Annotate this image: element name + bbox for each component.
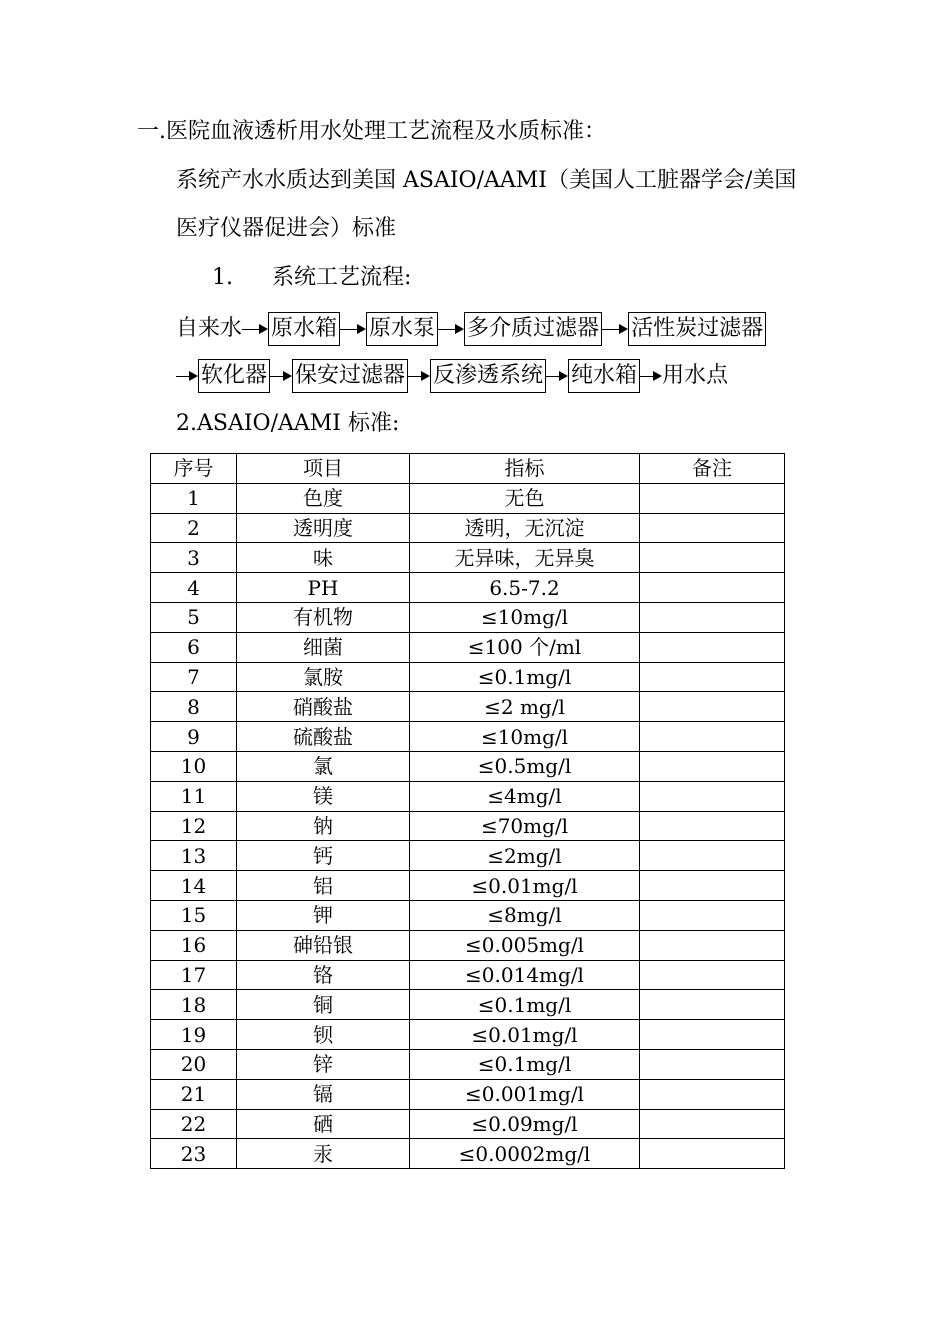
cell-item: 铝	[237, 871, 410, 901]
flow-heading-number: 1.	[212, 265, 233, 290]
cell-indicator: 无异味，无异臭	[410, 543, 640, 573]
cell-index: 9	[151, 722, 237, 752]
cell-remarks	[640, 1139, 785, 1169]
cell-indicator: ≤10mg/l	[410, 602, 640, 632]
cell-indicator: ≤4mg/l	[410, 781, 640, 811]
cell-remarks	[640, 900, 785, 930]
table-row	[151, 692, 785, 722]
cell-indicator: ≤0.0002mg/l	[410, 1139, 640, 1169]
flow-arrow-icon	[340, 322, 366, 336]
table-row	[151, 841, 785, 871]
flow-step-reverse-osmosis: 反渗透系统	[430, 359, 546, 393]
cell-index: 21	[151, 1079, 237, 1109]
flow-arrow-icon	[640, 369, 662, 383]
table-row	[151, 722, 785, 752]
cell-index: 11	[151, 781, 237, 811]
cell-indicator: ≤0.001mg/l	[410, 1079, 640, 1109]
cell-index: 5	[151, 602, 237, 632]
standard-heading: 2.ASAIO/AAMI 标准:	[176, 411, 400, 436]
process-flow-row-1	[176, 311, 766, 347]
cell-indicator: ≤0.5mg/l	[410, 751, 640, 781]
flow-step-pure-water-tank: 纯水箱	[568, 359, 640, 393]
cell-item: 钙	[237, 841, 410, 871]
cell-item: 硝酸盐	[237, 692, 410, 722]
cell-index: 2	[151, 513, 237, 543]
cell-remarks	[640, 751, 785, 781]
cell-remarks	[640, 990, 785, 1020]
cell-indicator: ≤0.1mg/l	[410, 990, 640, 1020]
flow-arrow-icon	[438, 322, 464, 336]
cell-item: 氯	[237, 751, 410, 781]
cell-remarks	[640, 513, 785, 543]
table-row	[151, 811, 785, 841]
cell-item: 铬	[237, 960, 410, 990]
flow-arrow-icon	[176, 369, 198, 383]
cell-indicator: 6.5-7.2	[410, 573, 640, 603]
cell-remarks	[640, 781, 785, 811]
cell-index: 10	[151, 751, 237, 781]
cell-remarks	[640, 930, 785, 960]
cell-index: 20	[151, 1049, 237, 1079]
cell-index: 23	[151, 1139, 237, 1169]
cell-index: 4	[151, 573, 237, 603]
cell-index: 16	[151, 930, 237, 960]
table-row	[151, 960, 785, 990]
cell-item: 铜	[237, 990, 410, 1020]
cell-remarks	[640, 662, 785, 692]
cell-item: 钾	[237, 900, 410, 930]
flow-step-carbon-filter: 活性炭过滤器	[628, 312, 766, 346]
cell-remarks	[640, 573, 785, 603]
cell-index: 8	[151, 692, 237, 722]
cell-indicator: ≤0.1mg/l	[410, 662, 640, 692]
cell-remarks	[640, 632, 785, 662]
cell-remarks	[640, 602, 785, 632]
cell-item: 氯胺	[237, 662, 410, 692]
flow-arrow-icon	[270, 369, 292, 383]
flow-step-softener: 软化器	[198, 359, 270, 393]
cell-index: 19	[151, 1020, 237, 1050]
cell-item: 硒	[237, 1109, 410, 1139]
table-row	[151, 513, 785, 543]
table-header-row	[151, 454, 785, 484]
flow-step-multimedia-filter: 多介质过滤器	[464, 312, 602, 346]
flow-heading	[212, 263, 411, 293]
cell-item: PH	[237, 573, 410, 603]
cell-remarks	[640, 871, 785, 901]
cell-indicator: ≤8mg/l	[410, 900, 640, 930]
flow-arrow-icon	[242, 322, 268, 336]
cell-index: 7	[151, 662, 237, 692]
cell-remarks	[640, 483, 785, 513]
process-flow-row-2	[176, 358, 728, 394]
cell-remarks	[640, 1020, 785, 1050]
table-row	[151, 1079, 785, 1109]
cell-indicator: ≤0.005mg/l	[410, 930, 640, 960]
cell-index: 6	[151, 632, 237, 662]
cell-indicator: ≤2 mg/l	[410, 692, 640, 722]
flow-step-raw-water-pump: 原水泵	[366, 312, 438, 346]
cell-index: 1	[151, 483, 237, 513]
cell-item: 味	[237, 543, 410, 573]
cell-item: 镁	[237, 781, 410, 811]
cell-item: 色度	[237, 483, 410, 513]
flow-step-tap-water: 自来水	[176, 316, 243, 341]
cell-indicator: ≤2mg/l	[410, 841, 640, 871]
cell-index: 15	[151, 900, 237, 930]
cell-item: 锌	[237, 1049, 410, 1079]
water-quality-table	[150, 453, 785, 1169]
cell-remarks	[640, 1049, 785, 1079]
cell-indicator: ≤0.01mg/l	[410, 1020, 640, 1050]
cell-indicator: ≤100 个/ml	[410, 632, 640, 662]
cell-index: 17	[151, 960, 237, 990]
cell-item: 透明度	[237, 513, 410, 543]
table-row	[151, 1139, 785, 1169]
cell-indicator: ≤0.1mg/l	[410, 1049, 640, 1079]
table-row	[151, 930, 785, 960]
cell-item: 有机物	[237, 602, 410, 632]
cell-indicator: ≤0.09mg/l	[410, 1109, 640, 1139]
cell-item: 镉	[237, 1079, 410, 1109]
cell-indicator: 无色	[410, 483, 640, 513]
flow-arrow-icon	[546, 369, 568, 383]
cell-remarks	[640, 1079, 785, 1109]
cell-index: 12	[151, 811, 237, 841]
flow-step-raw-water-tank: 原水箱	[268, 312, 340, 346]
cell-indicator: ≤10mg/l	[410, 722, 640, 752]
table-row	[151, 900, 785, 930]
table-row	[151, 871, 785, 901]
cell-remarks	[640, 692, 785, 722]
table-row	[151, 543, 785, 573]
table-row	[151, 1049, 785, 1079]
cell-item: 细菌	[237, 632, 410, 662]
flow-arrow-icon	[408, 369, 430, 383]
flow-step-security-filter: 保安过滤器	[292, 359, 408, 393]
table-row	[151, 632, 785, 662]
cell-item: 砷铅银	[237, 930, 410, 960]
cell-index: 18	[151, 990, 237, 1020]
cell-index: 22	[151, 1109, 237, 1139]
cell-remarks	[640, 841, 785, 871]
header-indicator: 指标	[410, 454, 640, 484]
cell-index: 14	[151, 871, 237, 901]
cell-indicator: ≤0.01mg/l	[410, 871, 640, 901]
cell-remarks	[640, 960, 785, 990]
cell-indicator: ≤0.014mg/l	[410, 960, 640, 990]
table-row	[151, 1109, 785, 1139]
header-item: 项目	[237, 454, 410, 484]
cell-remarks	[640, 543, 785, 573]
flow-step-point-of-use: 用水点	[662, 363, 729, 388]
cell-indicator: 透明，无沉淀	[410, 513, 640, 543]
header-index: 序号	[151, 454, 237, 484]
cell-index: 13	[151, 841, 237, 871]
cell-item: 钡	[237, 1020, 410, 1050]
flow-heading-title: 系统工艺流程:	[272, 265, 412, 290]
header-remarks: 备注	[640, 454, 785, 484]
table-row	[151, 1020, 785, 1050]
cell-remarks	[640, 1109, 785, 1139]
cell-remarks	[640, 722, 785, 752]
table-row	[151, 602, 785, 632]
intro-text-line-2: 医疗仪器促进会）标准	[176, 216, 397, 241]
table-row	[151, 781, 785, 811]
intro-text-line-1: 系统产水水质达到美国 ASAIO/AAMI（美国人工脏器学会/美国	[176, 168, 797, 193]
cell-index: 3	[151, 543, 237, 573]
flow-arrow-icon	[602, 322, 628, 336]
section-heading: 一.医院血液透析用水处理工艺流程及水质标准：	[137, 119, 606, 144]
cell-item: 汞	[237, 1139, 410, 1169]
table-row	[151, 990, 785, 1020]
table-row	[151, 751, 785, 781]
cell-remarks	[640, 811, 785, 841]
table-row	[151, 662, 785, 692]
cell-indicator: ≤70mg/l	[410, 811, 640, 841]
table-row	[151, 573, 785, 603]
cell-item: 钠	[237, 811, 410, 841]
cell-item: 硫酸盐	[237, 722, 410, 752]
table-row	[151, 483, 785, 513]
